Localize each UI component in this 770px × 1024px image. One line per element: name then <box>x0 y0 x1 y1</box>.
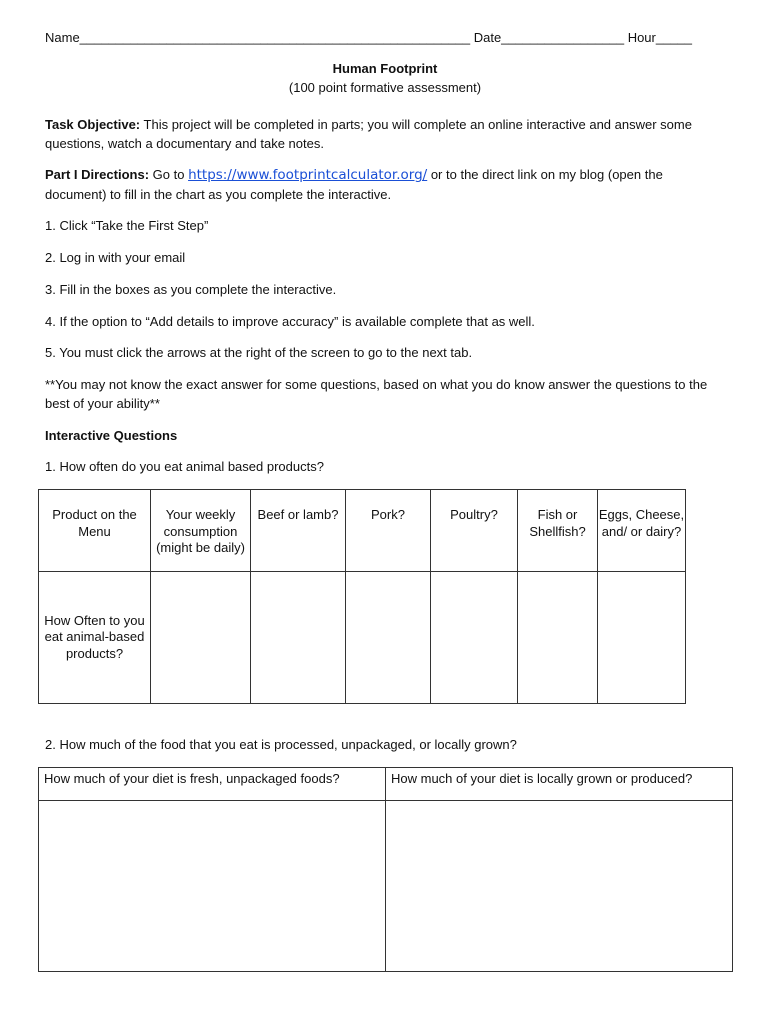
table-row <box>39 572 686 704</box>
header-cell: Your weekly consumption (might be daily) <box>151 490 251 572</box>
row-label-cell: How Often to you eat animal-based products? <box>39 572 151 704</box>
directions-pre: Go to <box>149 167 189 182</box>
page-subtitle: (100 point formative assessment) <box>288 80 482 95</box>
note: **You may not know the exact answer for some questions, based on what you do know answer the questions to the best of your ability** <box>45 377 708 411</box>
step-3: 3. Fill in the boxes as you complete the interactive. <box>45 282 337 297</box>
animal-products-table <box>38 489 686 704</box>
directions-label: Part I Directions: <box>45 167 150 182</box>
name-date-hour-line[interactable]: Name______________________________________________________ Date_________________ Hour_____ <box>45 30 693 45</box>
header-cell: Poultry? <box>431 490 518 572</box>
table-row <box>39 801 733 972</box>
step-4: 4. If the option to “Add details to improve accuracy” is available complete that as well. <box>45 314 535 329</box>
directions-post: or to the direct link on my blog (open the document) to fill in the chart as you complete the interactive. <box>45 167 663 202</box>
answer-cell-dairy[interactable] <box>598 572 686 704</box>
answer-cell-poultry[interactable] <box>431 572 518 704</box>
header-cell: Beef or lamb? <box>251 490 346 572</box>
table-header-row <box>39 490 686 572</box>
header-cell: Pork? <box>346 490 431 572</box>
answer-cell-fresh[interactable] <box>39 801 386 972</box>
food-sourcing-table <box>38 767 733 972</box>
task-objective <box>45 115 725 153</box>
interactive-heading: Interactive Questions <box>45 428 178 443</box>
question-1: 1. How often do you eat animal based products? <box>45 459 324 474</box>
header-cell: Fish or Shellfish? <box>518 490 598 572</box>
step-1: 1. Click “Take the First Step” <box>45 218 209 233</box>
footprint-calculator-link[interactable]: https://www.footprintcalculator.org/ <box>188 167 428 183</box>
task-objective-text: This project will be completed in parts; you will complete an online interactive and answer some questions, watch a documentary and take notes. <box>45 117 692 151</box>
step-5: 5. You must click the arrows at the right of the screen to go to the next tab. <box>45 345 473 360</box>
question-2: 2. How much of the food that you eat is processed, unpackaged, or locally grown? <box>45 737 517 752</box>
answer-cell-beef[interactable] <box>251 572 346 704</box>
page-title: Human Footprint <box>332 61 438 76</box>
answer-cell-fish[interactable] <box>518 572 598 704</box>
header-cell: How much of your diet is locally grown or produced? <box>386 768 733 801</box>
header-cell: Eggs, Cheese, and/ or dairy? <box>598 490 686 572</box>
answer-cell-local[interactable] <box>386 801 733 972</box>
answer-cell-pork[interactable] <box>346 572 431 704</box>
header-cell: Product on the Menu <box>39 490 151 572</box>
header-cell: How much of your diet is fresh, unpackaged foods? <box>39 768 386 801</box>
table-header-row <box>39 768 733 801</box>
task-objective-label: Task Objective: <box>45 117 141 132</box>
step-2: 2. Log in with your email <box>45 250 186 265</box>
part1-directions <box>45 165 725 204</box>
answer-cell-weekly[interactable] <box>151 572 251 704</box>
